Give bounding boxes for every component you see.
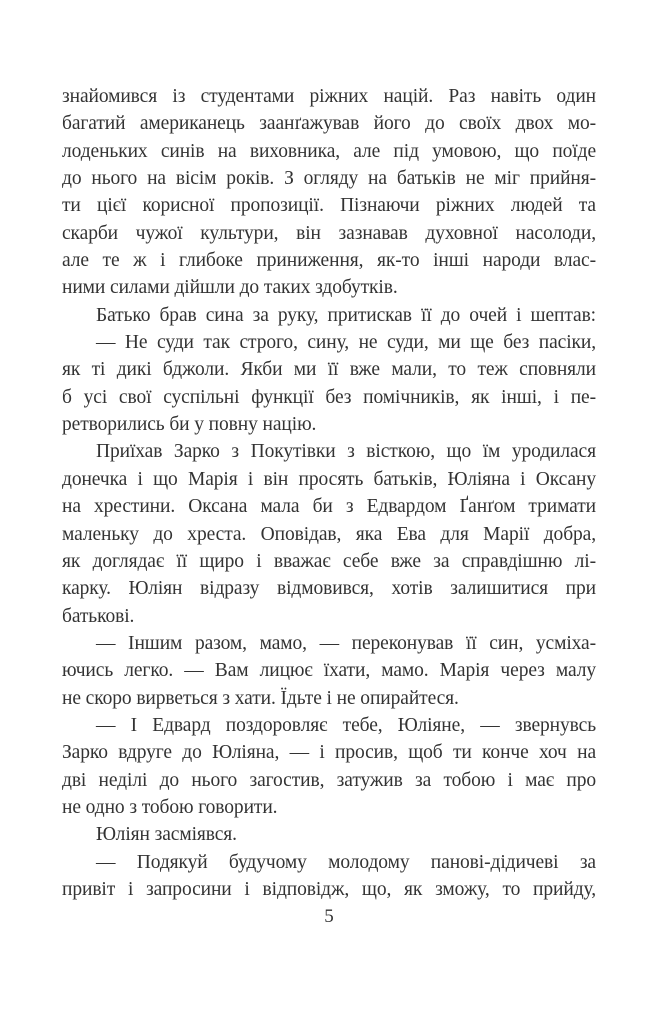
text-line: Зарко вдруге до Юліяна, — і просив, щоб ти конче хоч на — [62, 742, 596, 764]
text-line: багатий американець заанґажував його до своїх двох мо- — [62, 113, 596, 135]
text-line: не скоро вирветься з хати. Їдьте і не опирайтеся. — [62, 687, 459, 709]
text-line: знайомився із студентами ріжних націй. Раз навіть один — [62, 86, 596, 107]
text-line: — І Едвард поздоровляє тебе, Юліяне, — звернувсь — [96, 714, 596, 736]
paragraph — [62, 630, 596, 712]
text-line: ти цієї корисної пропозиції. Пізнаючи ріжних людей та — [62, 195, 596, 217]
text-line: маленьку до хреста. Оповідав, яка Ева для Марії добра, — [62, 523, 596, 545]
text-line: лоденьких синів на виховника, але під умовою, що поїде — [62, 140, 596, 162]
text-line: не одно з тобою говорити. — [62, 796, 278, 818]
text-line: на хрестини. Оксана мала би з Едвардом Ґанґом тримати — [62, 496, 596, 518]
text-line: — Не суди так строго, сину, не суди, ми ще без пасіки, — [96, 332, 596, 354]
text-line: до нього на вісім років. З огляду на батьків не міг прийня- — [62, 168, 596, 190]
text-line: як доглядає її щиро і вважає себе вже за справдішню лі- — [62, 550, 596, 572]
paragraph — [62, 849, 596, 904]
page-number: 5 — [324, 906, 334, 927]
text-line: як ті дикі бджоли. Якби ми її вже мали, то теж сповняли — [62, 359, 596, 381]
text-line: Батько брав сина за руку, притискав її до очей і шептав: — [96, 304, 596, 326]
paragraph — [62, 821, 596, 848]
text-line: скарби чужої культури, він зазнавав духовної насолоди, — [62, 222, 596, 244]
text-line: дві неділі до нього загостив, затужив за тобою і має про — [62, 769, 596, 791]
text-line: донечка і що Марія і він просять батьків, Юліяна і Оксану — [62, 468, 596, 490]
text-line: Приїхав Зарко з Покутівки з вісткою, що їм уродилася — [96, 441, 596, 463]
text-line: б усі свої суспільні функції без помічників, як інші, і пе- — [62, 386, 596, 408]
text-block — [62, 83, 596, 903]
text-line: Юліян засміявся. — [96, 824, 237, 846]
text-line: — Іншим разом, мамо, — переконував її син, усміха- — [96, 632, 596, 654]
paragraph — [62, 712, 596, 821]
text-line: ретворились би у повну націю. — [62, 414, 317, 436]
text-line: але те ж і глибоке приниження, як-то інші народи влас- — [62, 250, 596, 272]
text-line: карку. Юліян відразу відмовився, хотів залишитися при — [62, 578, 596, 600]
text-line: ними силами дійшли до таких здобутків. — [62, 277, 398, 299]
paragraph — [62, 438, 596, 629]
text-line: батькові. — [62, 605, 135, 627]
text-line: привіт і запросини і відповідж, що, як зможу, то прийду, — [62, 878, 596, 900]
text-line: — Подякуй будучому молодому панові-дідичеві за — [96, 851, 596, 873]
paragraph — [62, 302, 596, 329]
text-line: ючись легко. — Вам лицює їхати, мамо. Марія через малу — [62, 660, 596, 682]
paragraph — [62, 83, 596, 302]
paragraph — [62, 329, 596, 438]
